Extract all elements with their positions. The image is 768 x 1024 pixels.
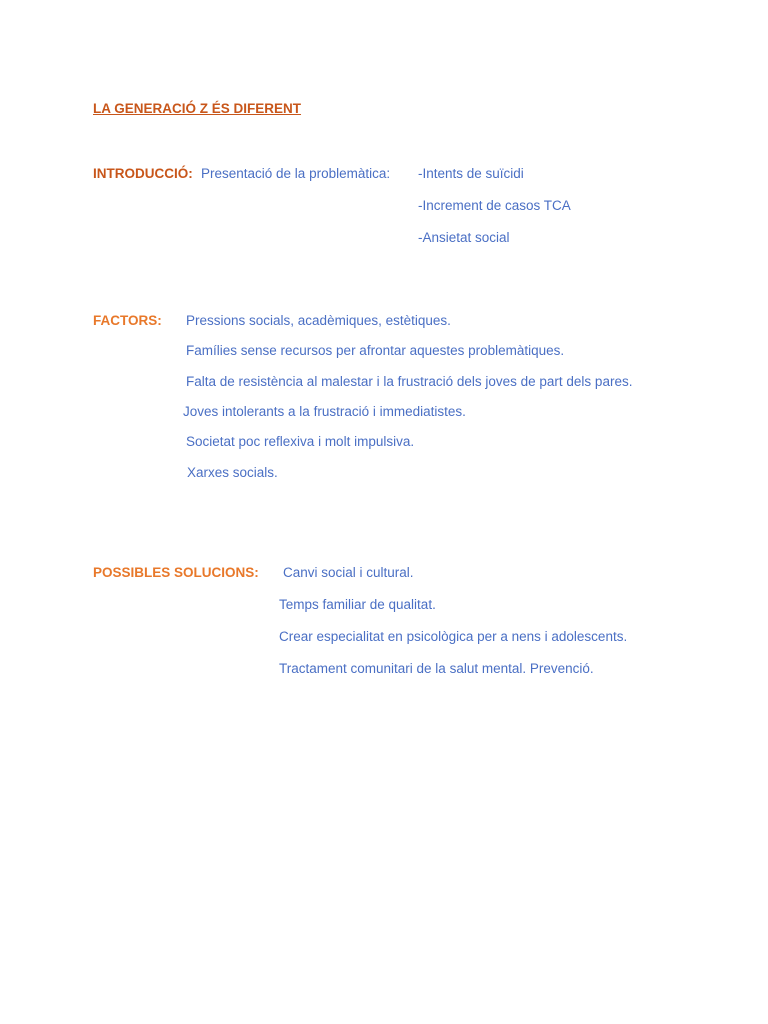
- intro-item: -Intents de suïcidi: [418, 166, 524, 181]
- factor-item: Societat poc reflexiva i molt impulsiva.: [186, 434, 415, 449]
- factor-item: Falta de resistència al malestar i la frustració dels joves de part dels pares.: [186, 374, 633, 389]
- factor-item: Pressions socials, acadèmiques, estètiques.: [186, 313, 451, 328]
- solutions-label: POSSIBLES SOLUCIONS:: [93, 565, 259, 580]
- factor-item: Joves intolerants a la frustració i immediatistes.: [183, 404, 466, 419]
- solution-item: Canvi social i cultural.: [283, 565, 414, 580]
- factors-label: FACTORS:: [93, 313, 162, 328]
- solution-item: Tractament comunitari de la salut mental. Prevenció.: [279, 661, 594, 676]
- intro-item: -Ansietat social: [418, 230, 510, 245]
- solution-item: Crear especialitat en psicològica per a nens i adolescents.: [279, 629, 628, 644]
- factor-item: Famílies sense recursos per afrontar aquestes problemàtiques.: [186, 343, 565, 358]
- intro-item: -Increment de casos TCA: [418, 198, 571, 213]
- document-title: LA GENERACIÓ Z ÉS DIFERENT: [93, 101, 302, 116]
- solution-item: Temps familiar de qualitat.: [279, 597, 436, 612]
- intro-lead-text: Presentació de la problemàtica:: [201, 166, 391, 181]
- factor-item: Xarxes socials.: [187, 465, 278, 480]
- intro-label: INTRODUCCIÓ:: [93, 166, 193, 181]
